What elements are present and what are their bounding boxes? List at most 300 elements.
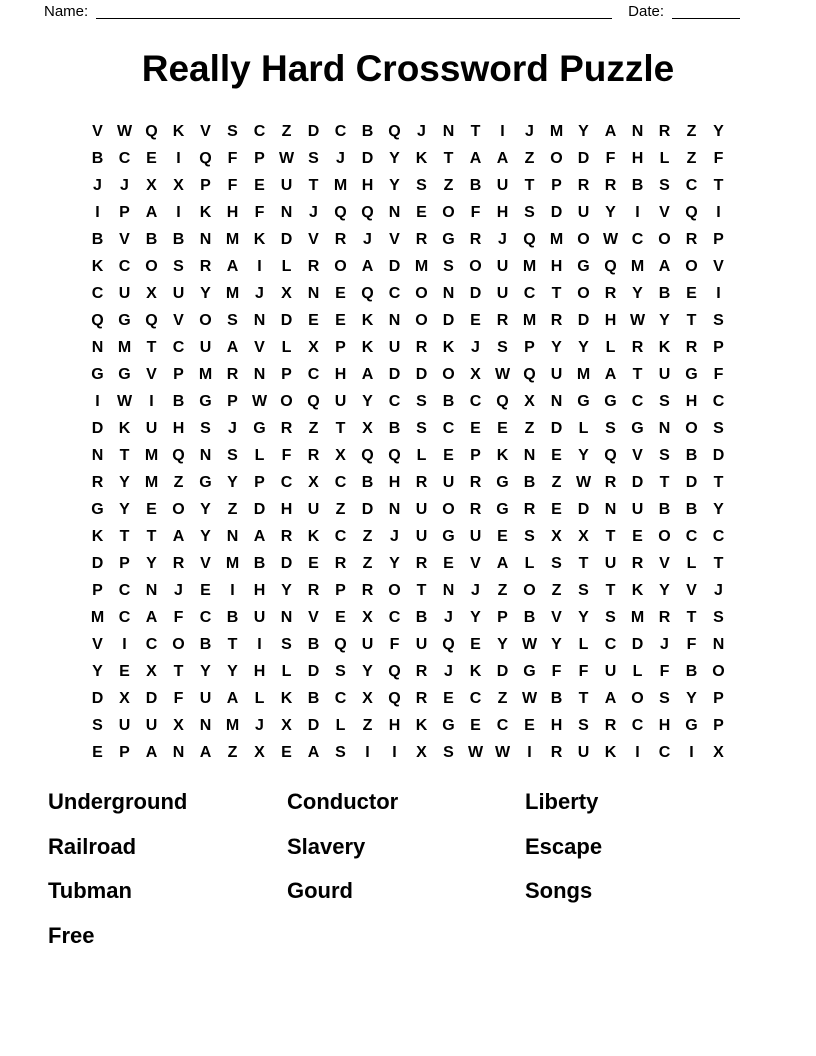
grid-letter: X [362, 690, 373, 707]
grid-letter: C [604, 636, 617, 653]
grid-letter: A [172, 528, 185, 545]
grid-letter: S [659, 177, 670, 194]
grid-letter: R [415, 339, 428, 356]
grid-letter: X [551, 528, 562, 545]
grid-letter: Q [199, 150, 212, 167]
grid-letter: U [145, 717, 158, 734]
grid-letter: V [659, 555, 670, 572]
grid-letter: T [686, 609, 697, 626]
grid-letter: U [469, 528, 482, 545]
grid-letter: S [416, 177, 427, 194]
grid-letter: J [120, 177, 129, 194]
grid-letter: R [631, 339, 644, 356]
grid-letter: E [281, 744, 292, 761]
grid-letter: G [91, 366, 104, 383]
grid-letter: T [686, 312, 697, 329]
grid-letter: Z [686, 123, 697, 140]
grid-letter: C [91, 285, 104, 302]
grid-letter: B [145, 231, 158, 248]
grid-letter: B [523, 609, 536, 626]
grid-letter: J [390, 528, 399, 545]
grid-letter: C [118, 150, 131, 167]
grid-letter: V [389, 231, 400, 248]
grid-letter: X [173, 717, 184, 734]
grid-letter: C [442, 420, 455, 437]
grid-letter: O [577, 285, 590, 302]
grid-letter: V [632, 447, 643, 464]
grid-letter: X [254, 744, 265, 761]
grid-letter: Q [604, 258, 617, 275]
grid-letter: X [335, 447, 346, 464]
grid-letter: A [496, 555, 509, 572]
grid-letter: X [713, 744, 724, 761]
header-row [0, 0, 816, 21]
grid-letter: Y [632, 285, 643, 302]
grid-letter: U [658, 366, 671, 383]
grid-letter: G [631, 420, 644, 437]
grid-letter: X [470, 366, 481, 383]
grid-letter: S [227, 312, 238, 329]
grid-letter: H [550, 717, 563, 734]
grid-letter: S [713, 609, 724, 626]
grid-letter: V [470, 555, 481, 572]
grid-letter: Q [172, 447, 185, 464]
grid-letter: R [280, 528, 293, 545]
grid-letter: S [578, 582, 589, 599]
grid-letter: I [257, 636, 262, 653]
grid-letter: Y [281, 582, 292, 599]
grid-letter: O [145, 258, 158, 275]
grid-letter: H [631, 150, 644, 167]
grid-letter: B [361, 123, 374, 140]
grid-letter: N [199, 231, 212, 248]
grid-letter: T [173, 663, 184, 680]
grid-letter: A [307, 744, 320, 761]
grid-letter: H [253, 663, 266, 680]
grid-letter: K [604, 744, 617, 761]
grid-letter: V [659, 204, 670, 221]
grid-letter: U [415, 636, 428, 653]
grid-letter: A [496, 150, 509, 167]
grid-letter: I [122, 636, 127, 653]
grid-letter: V [686, 582, 697, 599]
grid-letter: I [95, 393, 100, 410]
grid-letter: T [578, 555, 589, 572]
grid-letter: Z [335, 501, 346, 518]
grid-letter: U [496, 258, 509, 275]
grid-letter: Y [389, 150, 400, 167]
grid-letter: R [685, 339, 698, 356]
grid-letter: Y [578, 123, 589, 140]
grid-letter: I [230, 582, 235, 599]
grid-letter: Q [685, 204, 698, 221]
grid-letter: N [631, 123, 644, 140]
date-blank-line [672, 4, 740, 19]
grid-letter: A [658, 258, 671, 275]
grid-letter: Q [523, 231, 536, 248]
grid-letter: D [631, 636, 644, 653]
grid-letter: C [631, 231, 644, 248]
grid-letter: K [631, 582, 644, 599]
grid-letter: Y [362, 663, 373, 680]
grid-letter: R [226, 366, 239, 383]
grid-letter: J [93, 177, 102, 194]
letter-grid [84, 118, 732, 766]
grid-letter: U [172, 285, 185, 302]
grid-letter: R [604, 717, 617, 734]
grid-letter: F [227, 177, 238, 194]
grid-letter: F [281, 447, 292, 464]
grid-letter: I [149, 393, 154, 410]
grid-letter: Z [227, 744, 238, 761]
grid-letter: P [254, 150, 265, 167]
grid-letter: B [442, 393, 455, 410]
grid-letter: L [686, 555, 697, 572]
grid-letter: J [363, 231, 372, 248]
grid-letter: O [280, 393, 293, 410]
grid-letter: Z [308, 420, 319, 437]
grid-letter: M [225, 717, 240, 734]
grid-letter: N [199, 447, 212, 464]
grid-letter: U [145, 420, 158, 437]
grid-letter: Z [227, 501, 238, 518]
grid-letter: B [685, 501, 698, 518]
grid-letter: R [280, 420, 293, 437]
grid-letter: P [497, 609, 508, 626]
grid-letter: U [280, 177, 293, 194]
grid-letter: A [604, 123, 617, 140]
grid-letter: B [658, 501, 671, 518]
grid-letter: B [685, 663, 698, 680]
grid-letter: P [470, 447, 481, 464]
grid-letter: G [118, 312, 131, 329]
grid-letter: T [578, 690, 589, 707]
grid-letter: S [92, 717, 103, 734]
grid-letter: V [200, 123, 211, 140]
grid-letter: B [199, 636, 212, 653]
grid-letter: N [550, 393, 563, 410]
grid-letter: L [281, 258, 292, 275]
grid-letter: V [308, 609, 319, 626]
grid-letter: O [442, 366, 455, 383]
grid-letter: C [118, 258, 131, 275]
grid-letter: M [522, 258, 537, 275]
grid-letter: Y [713, 501, 724, 518]
grid-letter: Y [578, 339, 589, 356]
grid-letter: Y [470, 609, 481, 626]
grid-letter: K [658, 339, 671, 356]
grid-letter: U [415, 528, 428, 545]
grid-letter: V [173, 312, 184, 329]
grid-letter: B [253, 555, 266, 572]
grid-letter: B [631, 177, 644, 194]
grid-letter: N [307, 285, 320, 302]
grid-letter: S [335, 744, 346, 761]
grid-letter: M [549, 123, 564, 140]
grid-letter: E [308, 555, 319, 572]
grid-letter: R [361, 582, 374, 599]
grid-letter: F [254, 204, 265, 221]
grid-letter: R [604, 285, 617, 302]
grid-letter: D [550, 420, 563, 437]
grid-letter: E [470, 420, 481, 437]
grid-letter: S [335, 663, 346, 680]
grid-letter: T [308, 177, 319, 194]
grid-letter: C [307, 366, 320, 383]
grid-letter: T [335, 420, 346, 437]
grid-letter: J [174, 582, 183, 599]
grid-letter: H [226, 204, 239, 221]
grid-letter: D [631, 474, 644, 491]
grid-letter: D [469, 285, 482, 302]
grid-letter: H [388, 717, 401, 734]
grid-letter: R [685, 231, 698, 248]
grid-letter: E [551, 501, 562, 518]
grid-letter: D [442, 312, 455, 329]
grid-letter: Y [659, 312, 670, 329]
grid-letter: Y [578, 609, 589, 626]
grid-letter: R [658, 609, 671, 626]
grid-letter: B [307, 636, 320, 653]
grid-letter: Z [551, 474, 562, 491]
grid-letter: K [361, 312, 374, 329]
grid-letter: J [228, 420, 237, 437]
grid-letter: E [470, 636, 481, 653]
grid-letter: E [119, 663, 130, 680]
grid-letter: M [144, 447, 159, 464]
grid-letter: W [116, 123, 133, 140]
grid-letter: V [551, 609, 562, 626]
grid-letter: C [388, 285, 401, 302]
grid-letter: N [604, 501, 617, 518]
grid-letter: D [712, 447, 725, 464]
grid-letter: P [200, 177, 211, 194]
grid-letter: B [469, 177, 482, 194]
grid-letter: L [659, 150, 670, 167]
grid-letter: M [144, 474, 159, 491]
grid-letter: J [444, 663, 453, 680]
grid-letter: O [523, 582, 536, 599]
grid-letter: P [335, 339, 346, 356]
grid-letter: X [362, 609, 373, 626]
grid-letter: S [281, 636, 292, 653]
grid-letter: R [496, 312, 509, 329]
grid-letter: N [280, 204, 293, 221]
grid-letter: W [251, 393, 268, 410]
grid-letter: P [713, 717, 724, 734]
grid-letter: I [635, 744, 640, 761]
grid-letter: A [469, 150, 482, 167]
grid-letter: T [605, 582, 616, 599]
grid-letter: Q [361, 204, 374, 221]
grid-letter: Q [604, 447, 617, 464]
grid-letter: S [227, 447, 238, 464]
grid-letter: G [685, 717, 698, 734]
grid-letter: T [119, 447, 130, 464]
grid-letter: Z [281, 123, 292, 140]
grid-letter: D [577, 312, 590, 329]
grid-letter: U [550, 366, 563, 383]
grid-letter: J [255, 285, 264, 302]
grid-letter: C [658, 744, 671, 761]
grid-letter: U [577, 744, 590, 761]
grid-letter: J [714, 582, 723, 599]
grid-letter: F [551, 663, 562, 680]
grid-letter: E [146, 501, 157, 518]
grid-letter: U [307, 501, 320, 518]
grid-letter: R [415, 663, 428, 680]
grid-letter: F [389, 636, 400, 653]
grid-letter: L [578, 420, 589, 437]
grid-letter: E [92, 744, 103, 761]
grid-letter: Z [362, 528, 373, 545]
grid-letter: U [199, 690, 212, 707]
grid-letter: S [659, 690, 670, 707]
grid-letter: Q [145, 123, 158, 140]
grid-letter: A [361, 366, 374, 383]
grid-letter: V [146, 366, 157, 383]
grid-letter: R [523, 501, 536, 518]
grid-letter: O [685, 420, 698, 437]
grid-letter: K [118, 420, 131, 437]
grid-letter: M [414, 258, 429, 275]
grid-letter: S [659, 447, 670, 464]
grid-letter: J [525, 123, 534, 140]
grid-letter: C [334, 690, 347, 707]
grid-letter: R [334, 231, 347, 248]
grid-letter: X [281, 717, 292, 734]
grid-letter: X [416, 744, 427, 761]
grid-letter: F [227, 150, 238, 167]
word-list-item: Tubman [48, 878, 132, 903]
grid-letter: X [119, 690, 130, 707]
grid-letter: Q [388, 447, 401, 464]
grid-letter: D [550, 204, 563, 221]
grid-letter: M [90, 609, 105, 626]
grid-letter: C [388, 609, 401, 626]
grid-letter: E [335, 312, 346, 329]
grid-letter: C [334, 528, 347, 545]
grid-letter: C [334, 123, 347, 140]
grid-letter: H [658, 717, 671, 734]
grid-letter: M [549, 231, 564, 248]
grid-letter: Z [524, 150, 535, 167]
grid-letter: U [361, 636, 374, 653]
grid-letter: G [91, 501, 104, 518]
grid-letter: D [253, 501, 266, 518]
grid-letter: D [415, 366, 428, 383]
grid-letter: P [119, 744, 130, 761]
grid-letter: S [227, 123, 238, 140]
grid-letter: N [253, 366, 266, 383]
grid-letter: F [686, 636, 697, 653]
grid-letter: Q [307, 393, 320, 410]
grid-letter: P [713, 231, 724, 248]
grid-letter: O [172, 636, 185, 653]
grid-letter: N [388, 204, 401, 221]
grid-letter: T [713, 177, 724, 194]
grid-letter: Z [362, 555, 373, 572]
grid-letter: B [550, 690, 563, 707]
grid-letter: O [577, 231, 590, 248]
grid-letter: X [308, 474, 319, 491]
grid-letter: K [199, 204, 212, 221]
grid-letter: D [307, 123, 320, 140]
grid-letter: E [524, 717, 535, 734]
grid-letter: N [253, 312, 266, 329]
grid-letter: J [417, 123, 426, 140]
word-list-item: Liberty [525, 789, 599, 814]
grid-letter: G [253, 420, 266, 437]
grid-letter: T [227, 636, 238, 653]
grid-letter: J [498, 231, 507, 248]
grid-letter: S [200, 420, 211, 437]
name-blank-line [96, 4, 612, 19]
grid-letter: X [146, 663, 157, 680]
grid-letter: N [145, 582, 158, 599]
grid-letter: Y [119, 474, 130, 491]
grid-letter: M [198, 366, 213, 383]
grid-letter: X [308, 339, 319, 356]
grid-letter: P [119, 204, 130, 221]
word-list-item: Songs [525, 878, 593, 903]
grid-letter: N [226, 528, 239, 545]
grid-letter: R [415, 555, 428, 572]
grid-letter: V [713, 258, 724, 275]
grid-letter: I [176, 204, 181, 221]
grid-letter: K [280, 690, 293, 707]
grid-letter: C [712, 528, 725, 545]
grid-letter: I [500, 123, 505, 140]
word-list-column [287, 789, 525, 967]
grid-letter: S [578, 717, 589, 734]
grid-letter: J [309, 204, 318, 221]
grid-letter: K [253, 231, 266, 248]
grid-letter: W [602, 231, 619, 248]
grid-letter: W [575, 474, 592, 491]
grid-letter: B [172, 393, 185, 410]
grid-letter: U [415, 501, 428, 518]
grid-letter: R [469, 474, 482, 491]
word-list-item: Conductor [287, 789, 399, 814]
grid-letter: Y [200, 663, 211, 680]
grid-letter: K [91, 258, 104, 275]
grid-letter: B [307, 690, 320, 707]
grid-letter: Y [119, 501, 130, 518]
grid-letter: R [469, 501, 482, 518]
grid-letter: Y [200, 285, 211, 302]
grid-letter: F [470, 204, 481, 221]
grid-letter: P [551, 177, 562, 194]
grid-letter: U [388, 339, 401, 356]
grid-letter: C [334, 474, 347, 491]
grid-letter: H [388, 474, 401, 491]
grid-letter: U [631, 501, 644, 518]
grid-letter: N [388, 501, 401, 518]
grid-letter: C [631, 717, 644, 734]
grid-letter: F [713, 366, 724, 383]
grid-letter: B [388, 420, 401, 437]
grid-letter: B [415, 609, 428, 626]
grid-letter: T [632, 366, 643, 383]
grid-letter: R [631, 555, 644, 572]
grid-letter: A [604, 690, 617, 707]
grid-letter: G [442, 717, 455, 734]
grid-letter: D [388, 258, 401, 275]
grid-letter: E [146, 150, 157, 167]
grid-letter: O [415, 285, 428, 302]
grid-letter: P [281, 366, 292, 383]
